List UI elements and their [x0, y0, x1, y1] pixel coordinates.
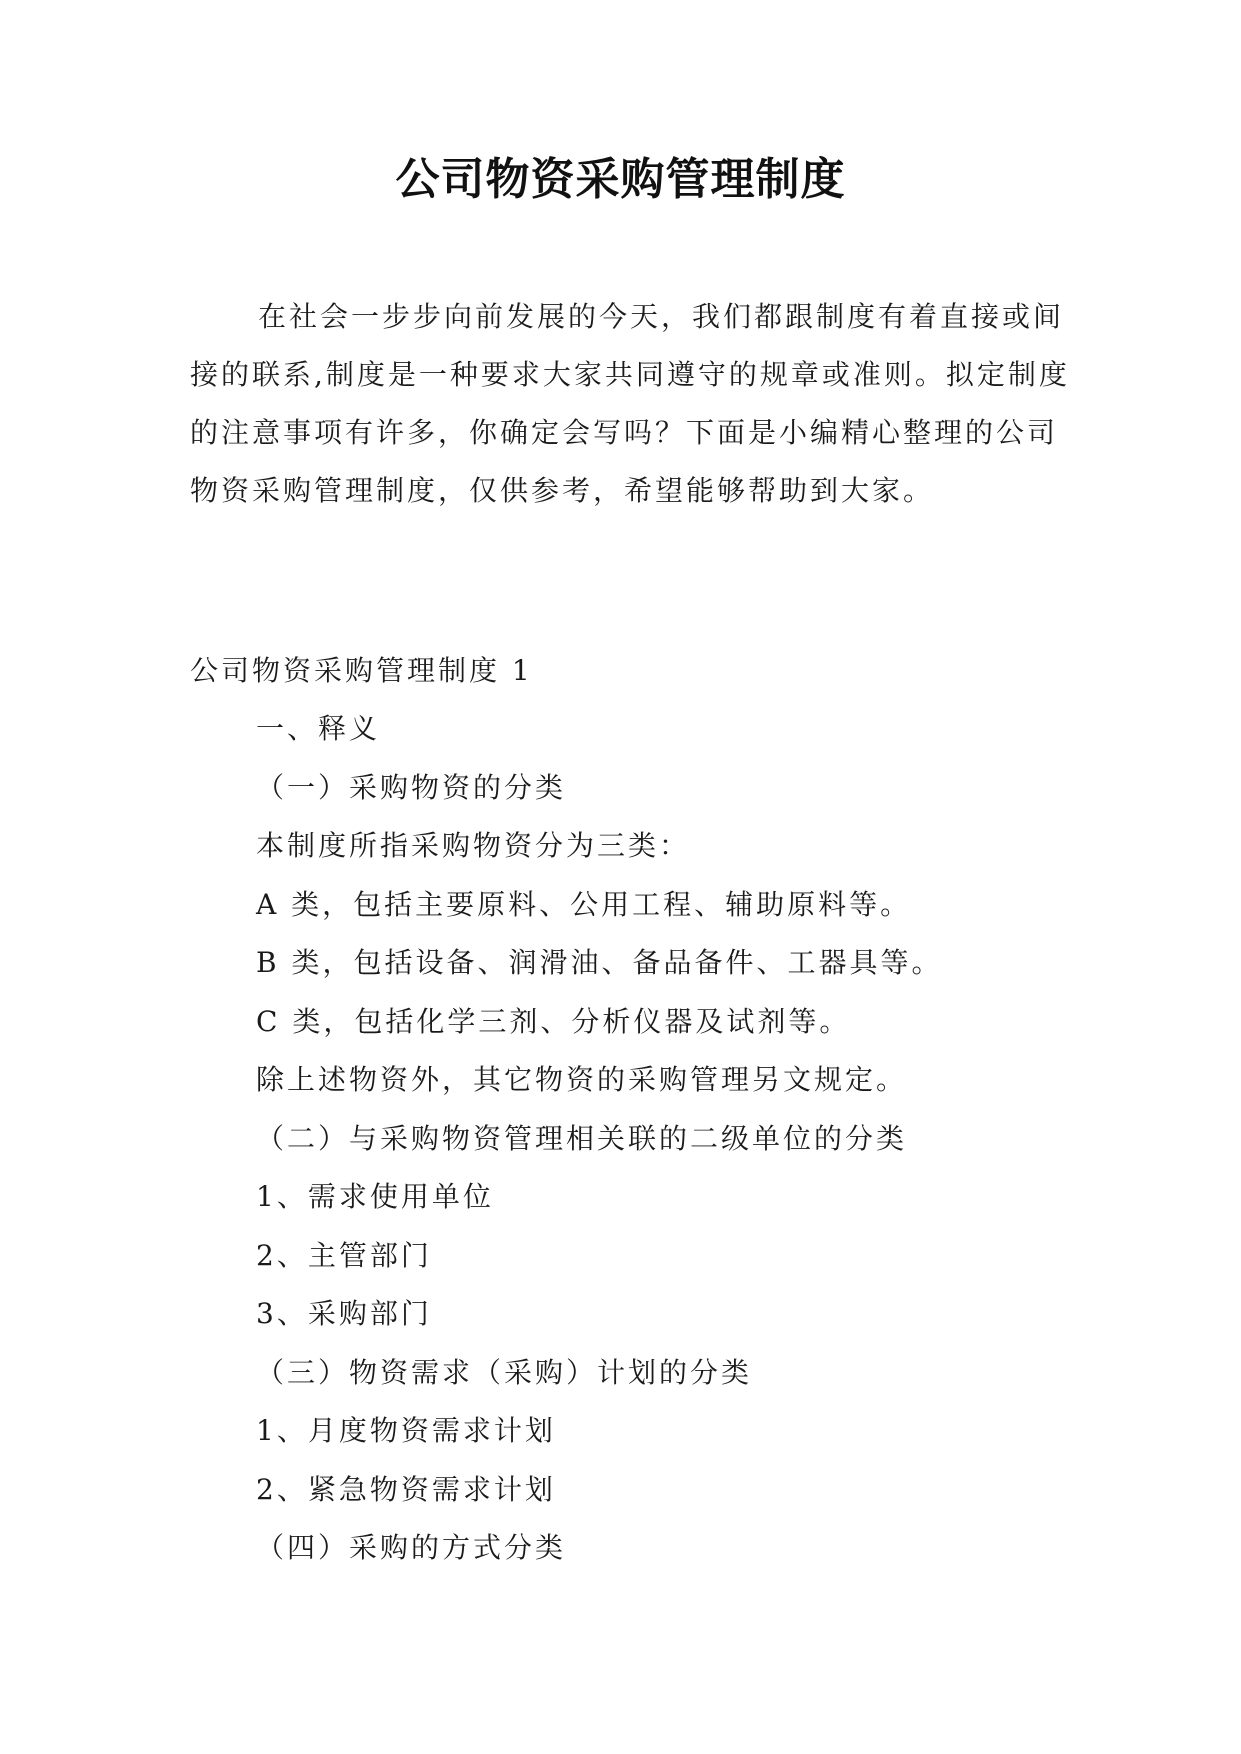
body-line: 本制度所指采购物资分为三类：	[256, 829, 691, 862]
body-line: （三）物资需求（采购）计划的分类	[256, 1355, 753, 1389]
body-line: 2、紧急物资需求计划	[256, 1472, 556, 1506]
body-line: （四）采购的方式分类	[256, 1531, 567, 1564]
body-line: 除上述物资外，其它物资的采购管理另文规定。	[256, 1063, 908, 1096]
intro-paragraph: 在社会一步步向前发展的今天，我们都跟制度有着直接或间接的联系,制度是一种要求大家共同遵守的规章或准则。拟定制度的注意事项有许多，你确定会写吗？下面是小编精心整理的公司物资采购管理制度，仅供参考，希望能够帮助到大家。	[190, 300, 1070, 507]
body-lines	[0, 700, 1241, 1578]
body-line: （二）与采购物资管理相关联的二级单位的分类	[256, 1121, 908, 1155]
body-line: 1、月度物资需求计划	[256, 1414, 556, 1447]
body-line: B 类，包括设备、润滑油、备品备件、工器具等。	[256, 946, 943, 979]
body-line: 一、释义	[256, 712, 381, 745]
body-line: 2、主管部门	[256, 1238, 432, 1272]
body-line: A 类，包括主要原料、公用工程、辅助原料等。	[256, 887, 912, 921]
document-title: 公司物资采购管理制度	[395, 154, 846, 205]
body-line: 1、需求使用单位	[256, 1180, 494, 1213]
section-heading: 公司物资采购管理制度 1	[190, 654, 533, 687]
body-line: （一）采购物资的分类	[256, 770, 567, 804]
body-line: C 类，包括化学三剂、分析仪器及试剂等。	[256, 1004, 851, 1038]
body-line: 3、采购部门	[256, 1297, 432, 1330]
